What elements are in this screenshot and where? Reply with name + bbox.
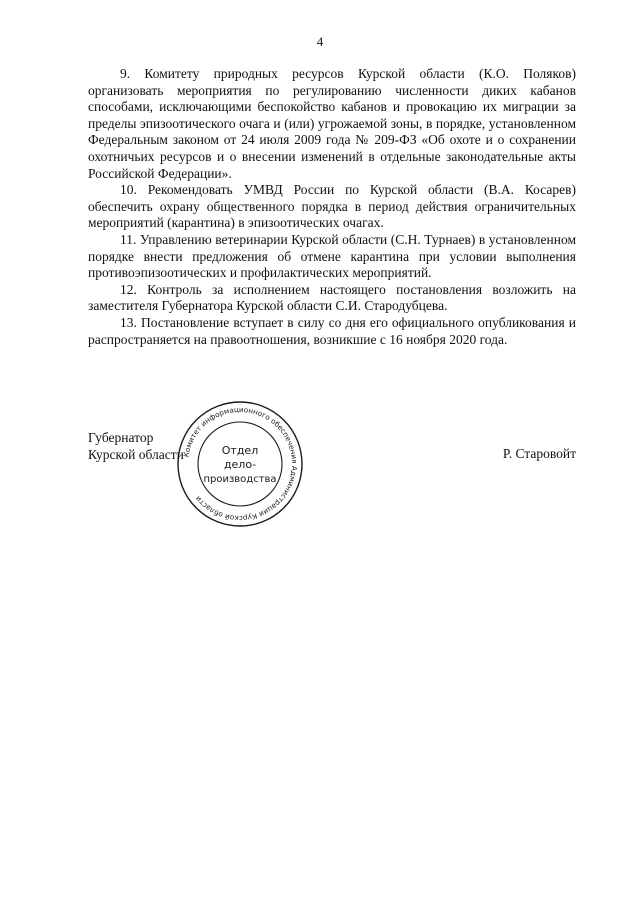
stamp-center-line3: производства	[203, 474, 277, 485]
page-number: 4	[316, 34, 324, 49]
paragraph-10: 10. Рекомендовать УМВД России по Курской области (В.А. Косарев) обеспечить охрану общественного порядка в период действия ограничительных мероприятий (карантина) в эпизоотических очагах.	[88, 182, 576, 231]
signatory-name: Р. Старовойт	[502, 446, 576, 461]
signatory-title-line1: Губернатор	[88, 430, 154, 445]
signatory-title	[88, 430, 184, 463]
stamp-ring-text: Комитет информационного обеспечения Администрации Курской области	[181, 404, 300, 524]
document-body	[88, 66, 576, 348]
signature-block	[88, 404, 576, 524]
stamp-center-line1: Отдел	[221, 444, 259, 457]
paragraph-12: 12. Контроль за исполнением настоящего постановления возложить на заместителя Губернатора Курской области С.И. Стародубцева.	[88, 281, 576, 314]
paragraph-13: 13. Постановление вступает в силу со дня его официального опубликования и распространяется на правоотношения, возникшие с 16 ноября 2020 года.	[88, 314, 576, 347]
office-stamp	[174, 398, 306, 530]
stamp-center-line2: дело-	[223, 458, 257, 471]
paragraph-9: 9. Комитету природных ресурсов Курской области (К.О. Поляков) организовать мероприятия по регулированию численности диких кабанов способами, исключающими беспокойство кабанов и провокацию их миграции за пределы эпизоотического очага и (или) угрожаемой зоны, в порядке, установленном Федеральным законом от 24 июля 2009 года № 209-ФЗ «Об охоте и о сохранении охотничьих ресурсов и о внесении изменений в отдельные законодательные акты Российской Федерации».	[88, 66, 576, 181]
signatory-title-line2: Курской области	[88, 446, 184, 462]
paragraph-11: 11. Управлению ветеринарии Курской области (С.Н. Турнаев) в установленном порядке внести предложения об отмене карантина при условии выполнения противоэпизоотических и профилактических мероприятий.	[88, 231, 576, 281]
